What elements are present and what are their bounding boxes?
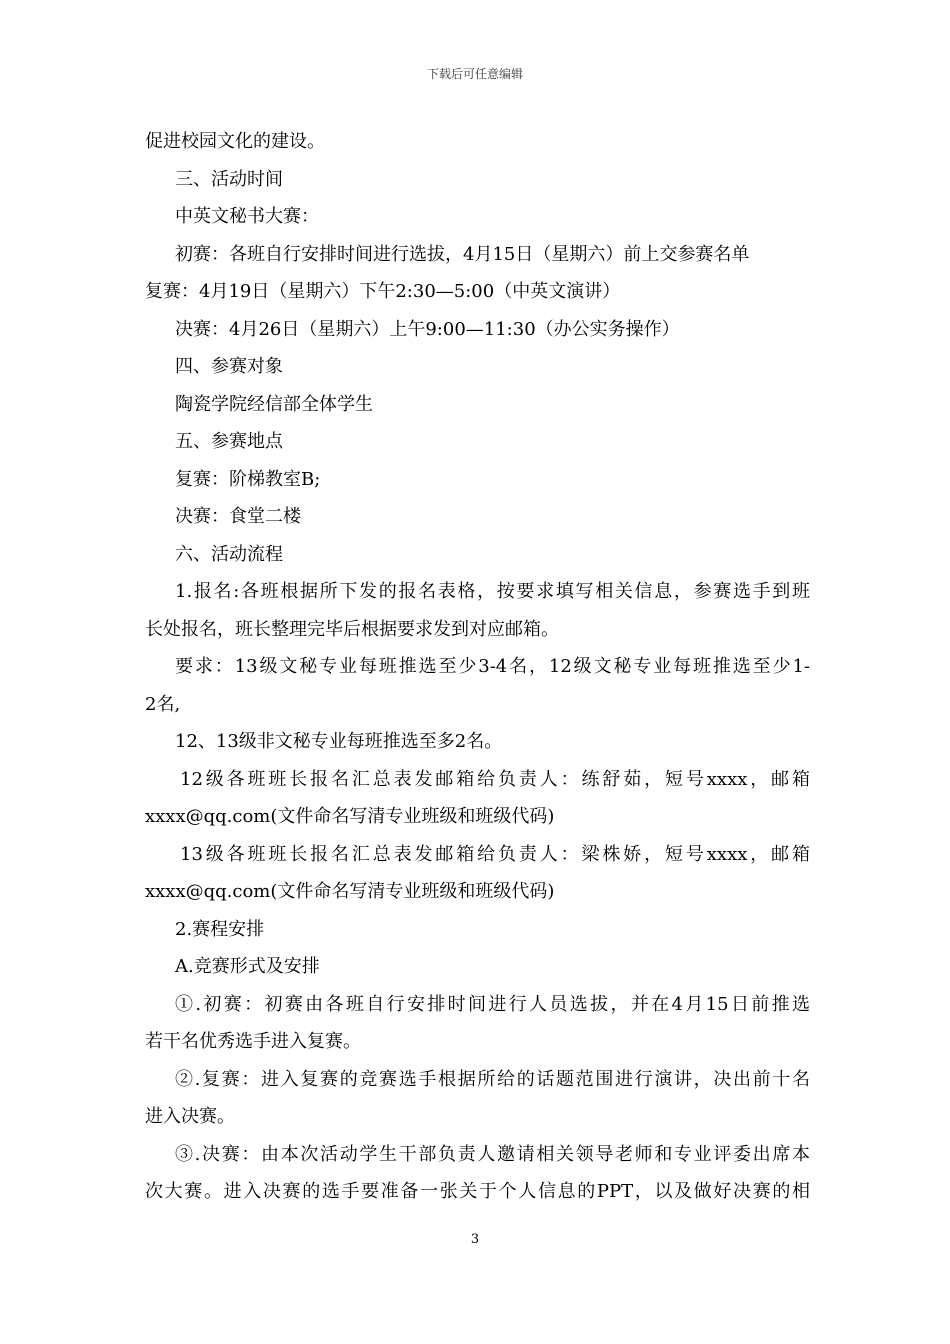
paragraph-line: 若干名优秀选手进入复赛。 bbox=[145, 1031, 361, 1052]
paragraph-line: 2名, bbox=[145, 693, 181, 715]
section-heading-schedule: 2.赛程安排 bbox=[175, 918, 265, 940]
section-heading-process: 六、活动流程 bbox=[175, 543, 283, 565]
paragraph-line: 13级各班班长报名汇总表发邮箱给负责人：梁株娇，短号xxxx，邮箱 bbox=[180, 843, 810, 865]
paragraph-line: 长处报名，班长整理完毕后根据要求发到对应邮箱。 bbox=[145, 618, 559, 640]
paragraph-line: xxxx@qq.com(文件命名写清专业班级和班级代码) bbox=[145, 881, 555, 902]
paragraph-line: A.竞赛形式及安排 bbox=[175, 956, 320, 977]
section-heading-participants: 四、参赛对象 bbox=[175, 356, 283, 377]
paragraph-line: ③.决赛：由本次活动学生干部负责人邀请相关领导老师和专业评委出席本 bbox=[175, 1143, 810, 1165]
paragraph-line: 中英文秘书大赛： bbox=[175, 206, 319, 227]
paragraph-line: 12、13级非文秘专业每班推选至多2名。 bbox=[175, 731, 503, 752]
paragraph-line: 陶瓷学院经信部全体学生 bbox=[175, 393, 373, 415]
section-heading-location: 五、参赛地点 bbox=[175, 431, 283, 452]
document-body bbox=[145, 123, 810, 1211]
paragraph-line: ①.初赛：初赛由各班自行安排时间进行人员选拔，并在4月15日前推选 bbox=[175, 993, 810, 1015]
section-heading-time: 三、活动时间 bbox=[175, 168, 283, 190]
paragraph-line: 促进校园文化的建设。 bbox=[145, 131, 325, 152]
page-header: 下载后可任意编辑 bbox=[426, 67, 523, 81]
page-number: 3 bbox=[470, 1232, 480, 1247]
paragraph-line: 复赛：4月19日（星期六）下午2:30—5:00（中英文演讲） bbox=[145, 281, 621, 302]
paragraph-line: ②.复赛：进入复赛的竞赛选手根据所给的话题范围进行演讲，决出前十名 bbox=[175, 1068, 810, 1090]
paragraph-line: 初赛：各班自行安排时间进行选拔，4月15日（星期六）前上交参赛名单 bbox=[175, 243, 750, 265]
paragraph-line: 12级各班班长报名汇总表发邮箱给负责人：练舒茹，短号xxxx，邮箱 bbox=[180, 768, 810, 790]
paragraph-line: 决赛：食堂二楼 bbox=[175, 506, 301, 527]
paragraph-line: 复赛：阶梯教室B; bbox=[175, 468, 321, 490]
paragraph-line: 决赛：4月26日（星期六）上午9:00—11:30（办公实务操作） bbox=[175, 318, 680, 340]
paragraph-line: 进入决赛。 bbox=[145, 1106, 235, 1127]
paragraph-line: xxxx@qq.com(文件命名写清专业班级和班级代码) bbox=[145, 806, 555, 827]
paragraph-line: 次大赛。进入决赛的选手要准备一张关于个人信息的PPT，以及做好决赛的相 bbox=[145, 1181, 810, 1202]
paragraph-line: 1.报名:各班根据所下发的报名表格，按要求填写相关信息，参赛选手到班 bbox=[175, 581, 810, 602]
paragraph-line: 要求：13级文秘专业每班推选至少3-4名，12级文秘专业每班推选至少1- bbox=[175, 656, 810, 677]
